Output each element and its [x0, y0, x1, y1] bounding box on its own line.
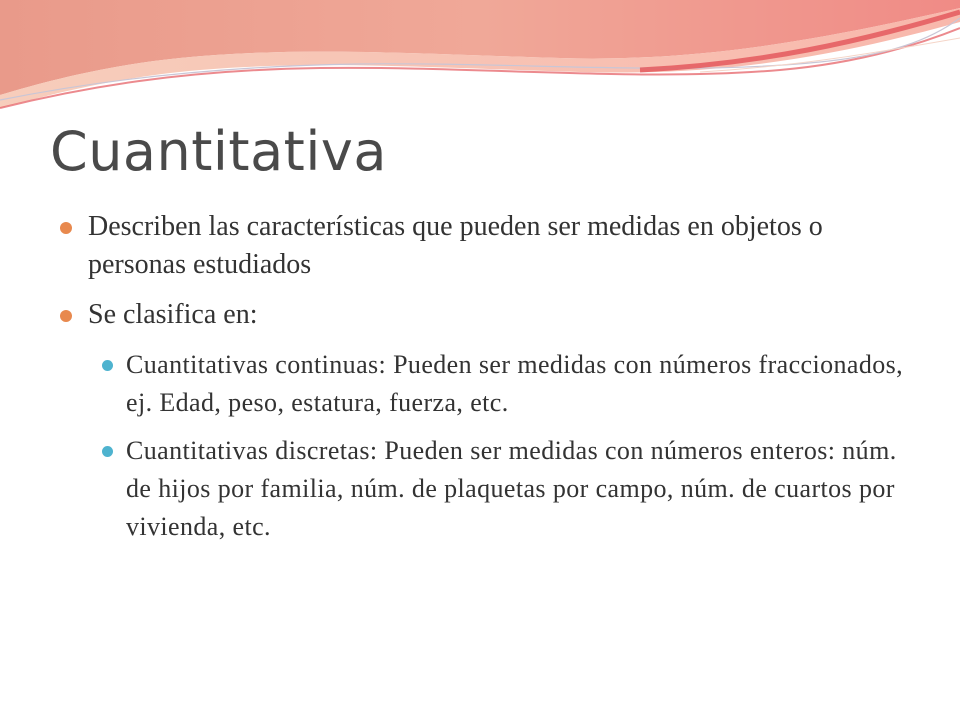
bullet-list — [60, 208, 920, 556]
sub-bullet-text: Cuantitativas discretas: Pueden ser medidas con números enteros: núm. de hijos por familia, núm. de plaquetas por campo, núm. de cuartos por vivienda, etc. — [126, 436, 897, 541]
sub-bullet-item — [60, 432, 920, 546]
sub-bullet-text: Cuantitativas continuas: Pueden ser medidas con números fraccionados, ej. Edad, peso, estatura, fuerza, etc. — [126, 350, 904, 417]
header-wave-decoration — [0, 0, 960, 130]
bullet-dot-icon — [60, 222, 72, 234]
bullet-text: Describen las características que pueden ser medidas en objetos o personas estudiados — [88, 211, 823, 280]
bullet-item — [60, 208, 920, 284]
bullet-dot-icon — [60, 310, 72, 322]
bullet-item — [60, 296, 920, 334]
sub-bullet-item — [60, 346, 920, 422]
sub-bullet-dot-icon — [102, 360, 113, 371]
sub-bullet-dot-icon — [102, 446, 113, 457]
bullet-text: Se clasifica en: — [88, 299, 258, 330]
slide-title: Cuantitativa — [50, 120, 387, 183]
